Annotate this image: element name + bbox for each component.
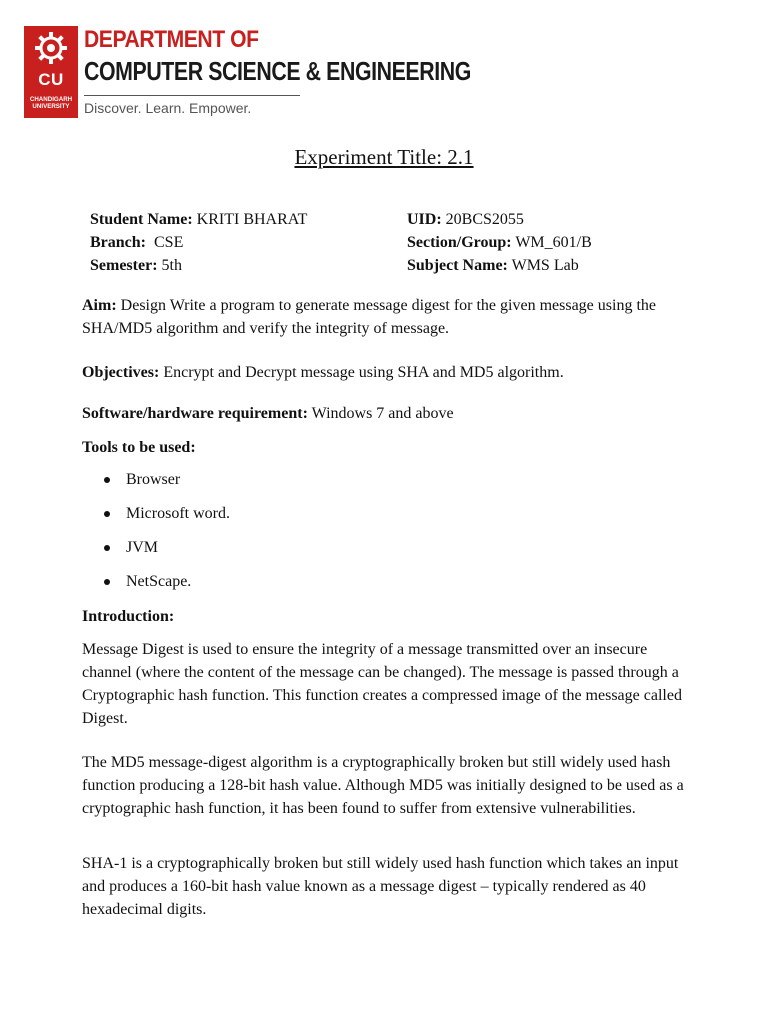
- section-value: WM_601/B: [511, 234, 592, 251]
- list-item: [82, 502, 230, 536]
- student-name-label: Student Name:: [90, 211, 193, 228]
- introduction-heading: [82, 605, 692, 628]
- branch-row: [90, 231, 307, 254]
- subject-row: [407, 254, 592, 277]
- tool-name: NetScape.: [126, 573, 192, 590]
- student-info-left: [90, 208, 307, 277]
- subject-label: Subject Name:: [407, 257, 508, 274]
- list-item: [82, 468, 230, 502]
- semester-row: [90, 254, 307, 277]
- objectives-paragraph: [82, 361, 692, 384]
- introduction-label: Introduction:: [82, 608, 175, 625]
- tools-heading: [82, 436, 692, 459]
- intro-paragraph-3: SHA-1 is a cryptographically broken but still widely used hash function which takes an input and produces a 160-bit hash value known as a message digest – typically rendered as 40 hexadecimal digits.: [82, 855, 679, 918]
- logo-university-name: CHANDIGARH UNIVERSITY: [29, 96, 73, 110]
- semester-value: 5th: [157, 257, 182, 274]
- aim-text: Design Write a program to generate message digest for the given message using the SHA/MD5 algorithm and verify the integrity of message.: [82, 297, 656, 337]
- logo-letters: CU: [38, 70, 64, 89]
- section-row: [407, 231, 592, 254]
- uid-value: 20BCS2055: [441, 211, 524, 228]
- bullet-icon: [104, 511, 110, 517]
- department-line-1: DEPARTMENT OF: [84, 26, 259, 53]
- requirements-paragraph: [82, 402, 692, 425]
- tool-name: Microsoft word.: [126, 505, 230, 522]
- tagline: Discover. Learn. Empower.: [84, 100, 252, 116]
- tools-label: Tools to be used:: [82, 439, 196, 456]
- section-label: Section/Group:: [407, 234, 512, 251]
- semester-label: Semester:: [90, 257, 158, 274]
- bullet-icon: [104, 545, 110, 551]
- bullet-icon: [104, 579, 110, 585]
- university-logo: [24, 26, 78, 118]
- header-divider: [84, 95, 300, 96]
- requirements-text: Windows 7 and above: [307, 405, 454, 422]
- objectives-text: Encrypt and Decrypt message using SHA and MD5 algorithm.: [159, 364, 564, 381]
- department-header: [24, 26, 471, 122]
- tool-name: JVM: [126, 539, 159, 556]
- branch-label: Branch:: [90, 234, 146, 251]
- intro-paragraph-1: Message Digest is used to ensure the integrity of a message transmitted over an insecure channel (where the content of the message can be changed). The message is passed through a Cryptographic hash function. This function creates a compressed image of the message called Digest.: [82, 641, 682, 727]
- experiment-title: Experiment Title: 2.1: [294, 145, 474, 169]
- gear-emblem-icon: [24, 26, 78, 72]
- bullet-icon: [104, 477, 110, 483]
- student-name-row: [90, 208, 307, 231]
- uid-row: [407, 208, 592, 231]
- branch-value: CSE: [146, 234, 184, 251]
- intro-paragraph-2: The MD5 message-digest algorithm is a cryptographically broken but still widely used hash function producing a 128-bit hash value. Although MD5 was initially designed to be used as a cryptographic hash function, it has been found to suffer from extensive vulnerabilities.: [82, 754, 684, 817]
- requirements-label: Software/hardware requirement:: [82, 405, 308, 422]
- list-item: [82, 536, 230, 570]
- objectives-label: Objectives:: [82, 364, 160, 381]
- subject-value: WMS Lab: [507, 257, 579, 274]
- uid-label: UID:: [407, 211, 442, 228]
- aim-paragraph: [82, 294, 692, 340]
- student-info-right: [407, 208, 592, 277]
- tool-name: Browser: [126, 471, 181, 488]
- list-item: [82, 570, 230, 604]
- aim-label: Aim:: [82, 297, 117, 314]
- department-line-2: COMPUTER SCIENCE & ENGINEERING: [84, 56, 471, 86]
- student-name-value: KRITI BHARAT: [192, 211, 308, 228]
- tools-list: [82, 468, 230, 604]
